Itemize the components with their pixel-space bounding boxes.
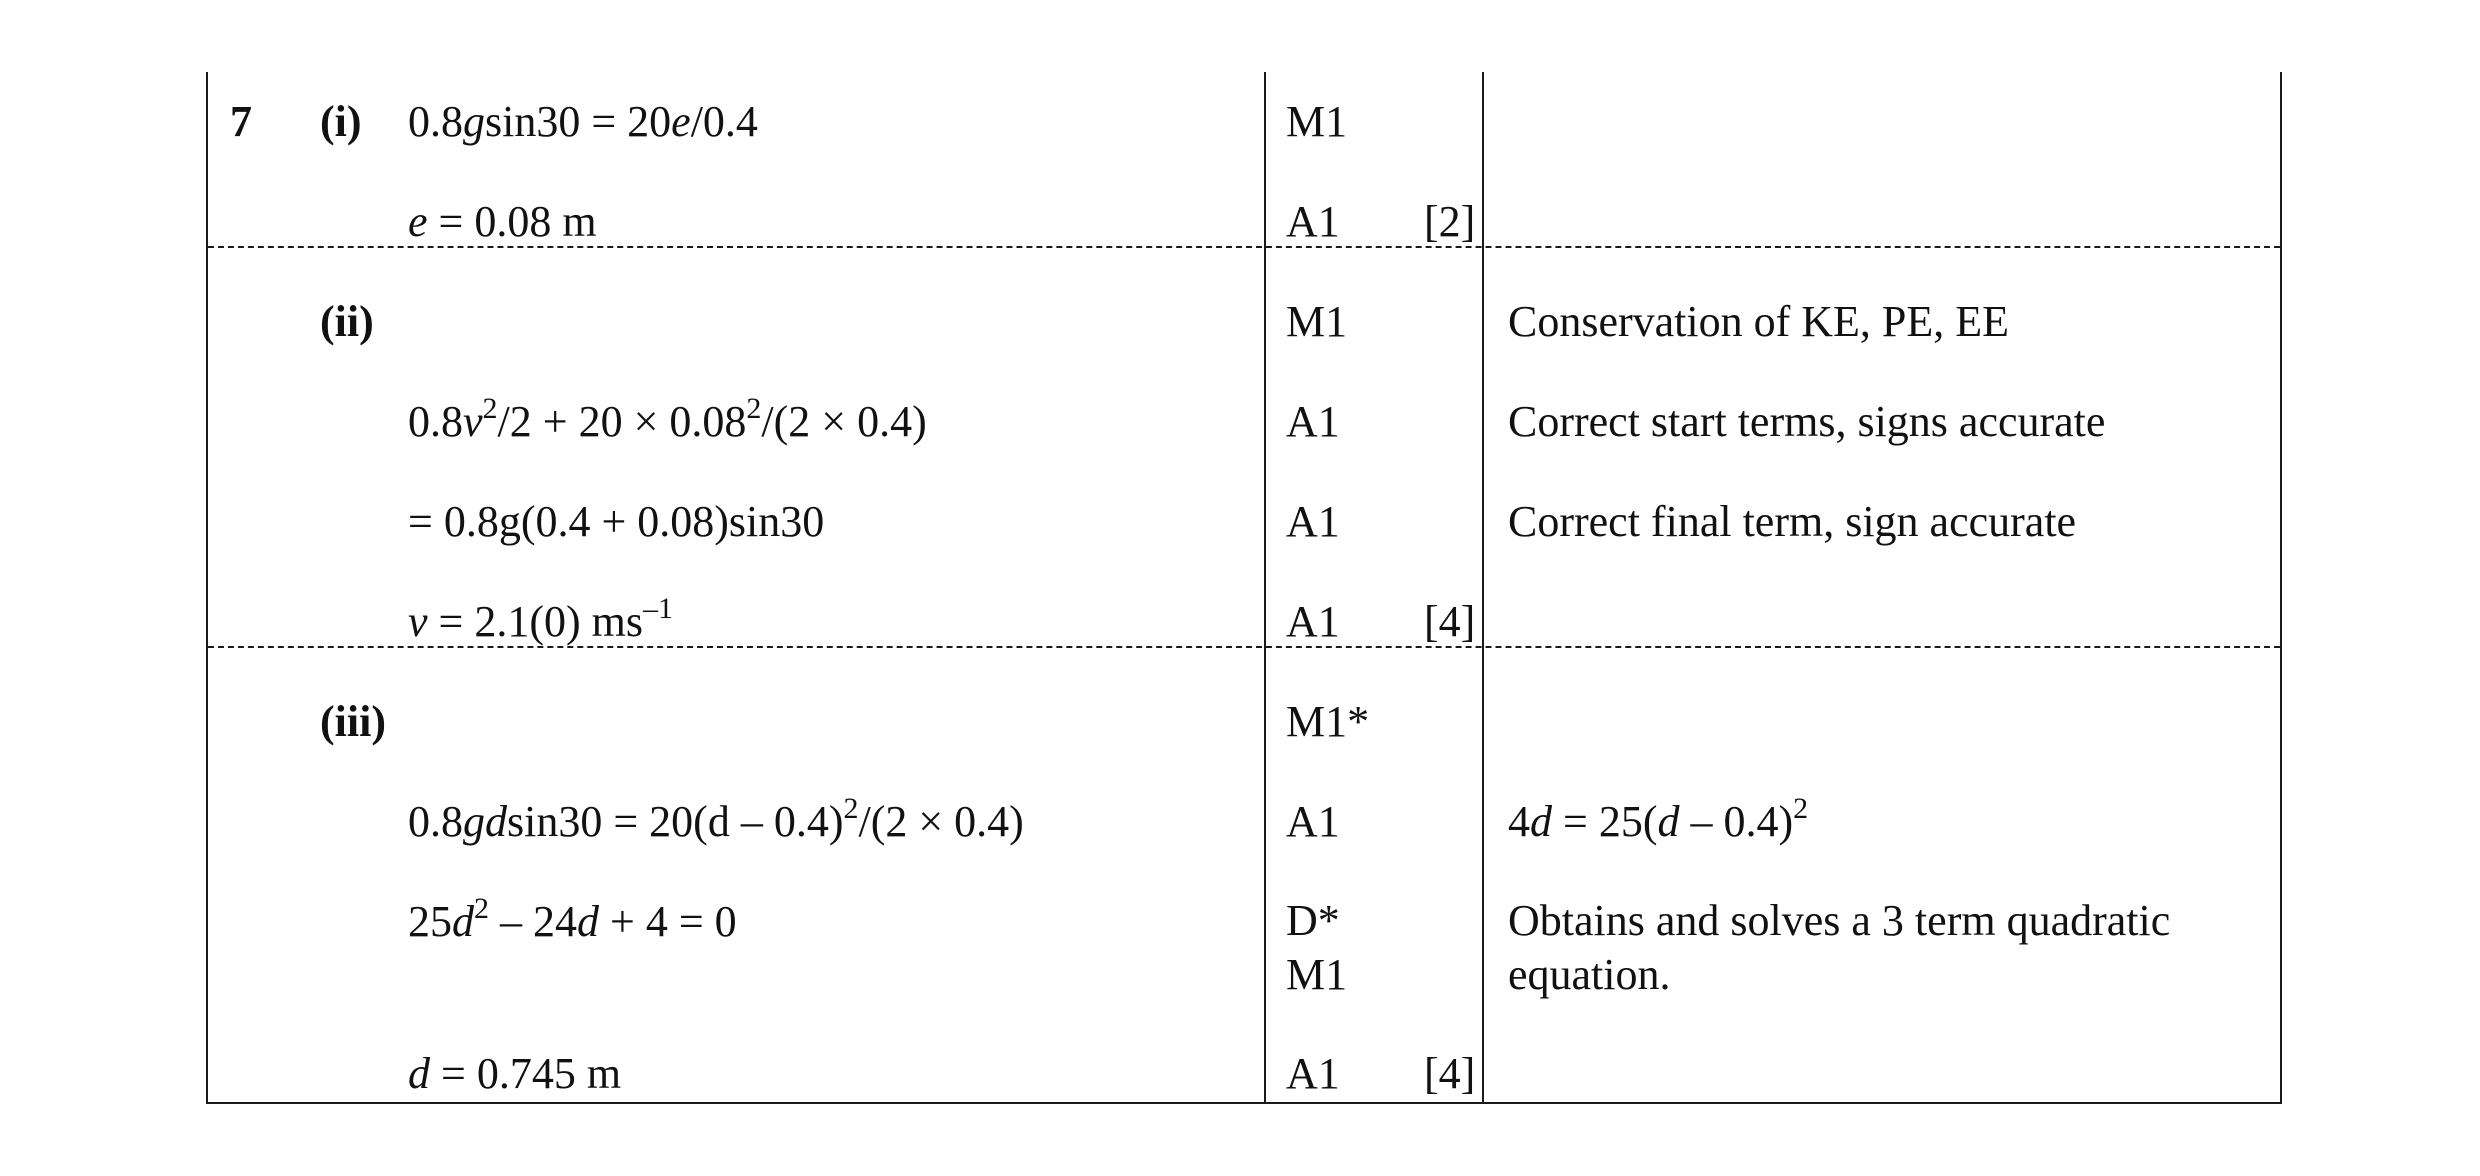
mark-code: A1: [1286, 597, 1340, 646]
part-label: (i): [320, 97, 362, 146]
table-row: [208, 472, 2280, 572]
table-row: [208, 372, 2280, 472]
working-expression: v = 2.1(0) $ms^{-1}$: [408, 592, 673, 646]
guidance-note: Correct final term, sign accurate: [1508, 497, 2077, 546]
working-expression: e = 0.08 m: [408, 197, 597, 246]
working-expression: $25d^2 - 24d + 4 = 0$: [408, 892, 737, 946]
table-row: [208, 172, 2280, 272]
part-label: (ii): [320, 297, 374, 346]
mark-code: M1: [1286, 297, 1348, 346]
guidance-note: Correct start terms, signs accurate: [1508, 397, 2106, 446]
mark-code: A1: [1286, 197, 1340, 246]
table-row: [208, 872, 2280, 1022]
working-expression: d = 0.745 m: [408, 1049, 622, 1098]
table-row: [208, 1024, 2280, 1124]
working-expression: 0.8gsin30 = 20e/0.4: [408, 97, 758, 146]
part-label: (iii): [320, 697, 386, 746]
mark-code: D* M1: [1286, 896, 1348, 999]
mark-code: M1*: [1286, 697, 1370, 746]
working-expression: = 0.8g(0.4 + 0.08)sin30: [408, 497, 825, 546]
part-total: [2]: [1424, 197, 1476, 246]
working-expression: $0.8v^2/2 + 20 \times 0.08^2/(2 \times 0.4)$: [408, 392, 927, 446]
part-total: [4]: [1424, 597, 1476, 646]
table-row: [208, 272, 2280, 372]
table-row: [208, 672, 2280, 772]
guidance-note: 4d = 25(d – 0.4)$^2$: [1508, 792, 1809, 846]
mark-scheme-table: [206, 72, 2282, 1104]
mark-code: A1: [1286, 397, 1340, 446]
table-row: [208, 772, 2280, 872]
guidance-note: Conservation of KE, PE, EE: [1508, 297, 2010, 346]
mark-code: M1: [1286, 97, 1348, 146]
working-expression: 0.8gdsin30 = 20(d – 0.4)$^2$/(2 × 0.4): [408, 792, 1024, 846]
guidance-note: Obtains and solves a 3 term quadratic equation.: [1508, 896, 2171, 999]
table-row: [208, 72, 2280, 172]
mark-code: A1: [1286, 797, 1340, 846]
part-total: [4]: [1424, 1049, 1476, 1098]
question-number: 7: [230, 97, 252, 146]
table-row: [208, 572, 2280, 672]
mark-code: A1: [1286, 1049, 1340, 1098]
mark-code: A1: [1286, 497, 1340, 546]
